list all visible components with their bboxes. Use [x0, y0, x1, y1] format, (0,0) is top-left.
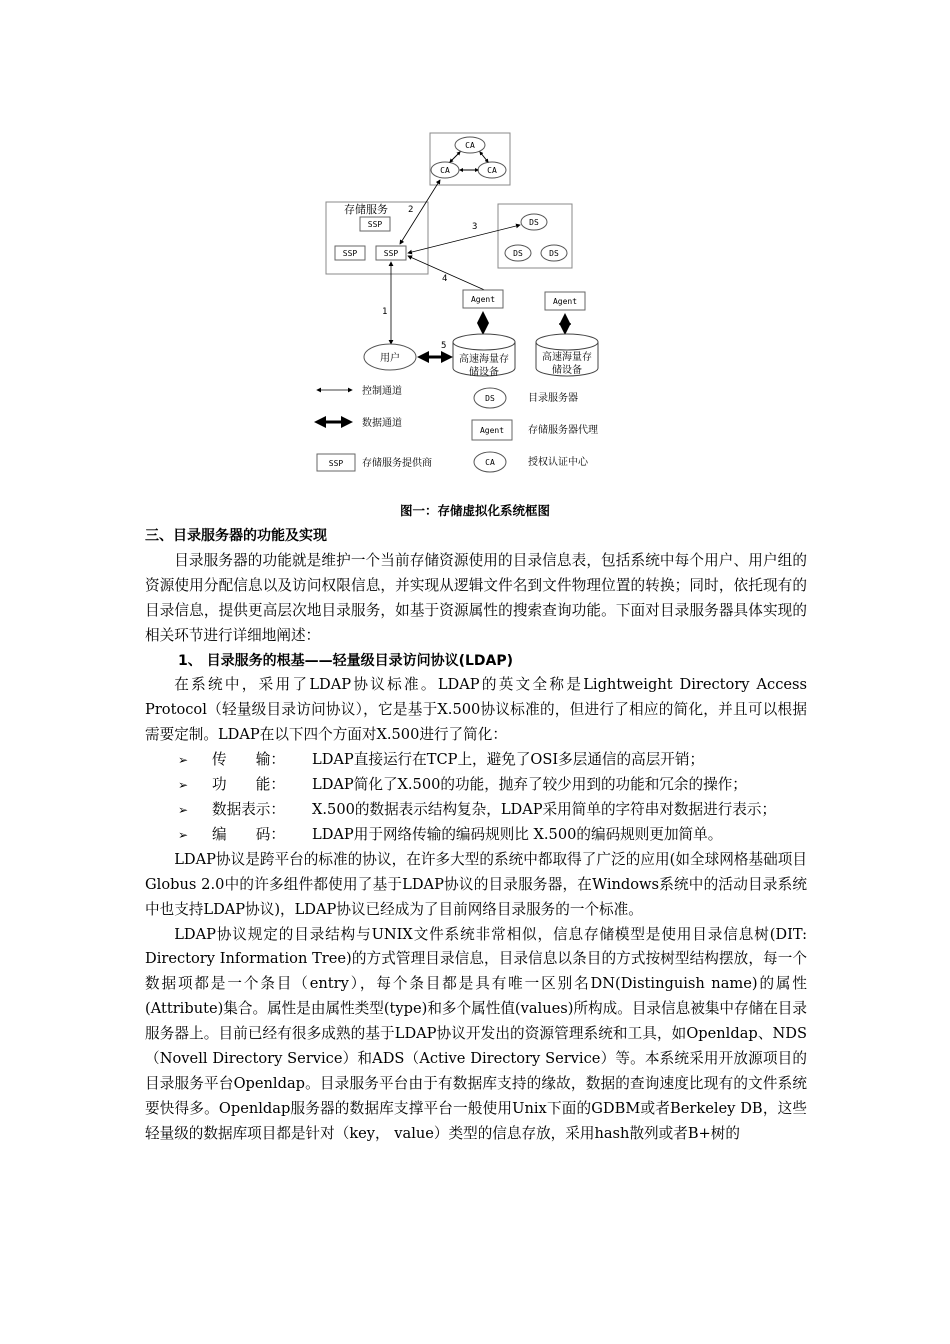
ldap-paragraph-2: LDAP协议是跨平台的标准的协议，在许多大型的系统中都取得了广泛的应用(如全球网格基础项目Globus 2.0中的许多组件都使用了基于LDAP协议的目录服务器，在Windows系统中的活动目录系统中也支持LDAP协议)，LDAP协议已经成为了目前网络目录服务的一个标准。 — [145, 850, 807, 918]
bullet-text: LDAP用于网络传输的编码规则比 X.500的编码规则更加简单。 — [312, 825, 723, 843]
legend-ssp-label: 存储服务提供商 — [362, 458, 432, 469]
bullet-arrow-icon: ➢ — [178, 753, 189, 768]
channel-1-label: 1 — [382, 307, 388, 317]
agent-label-1: Agent — [470, 295, 496, 304]
ds-label-right: DS — [549, 249, 559, 258]
storage-label-2a: 高速海量存 — [542, 352, 592, 363]
storage-label-2b: 储设备 — [552, 365, 582, 376]
ca-label-top: CA — [465, 141, 475, 150]
bullet-item — [145, 823, 807, 848]
ssp-label-right: SSP — [383, 249, 399, 258]
legend-agent-box-label: Agent — [479, 426, 505, 435]
legend-ca-ellipse-label: CA — [485, 458, 495, 467]
bullet-arrow-icon: ➢ — [178, 802, 189, 817]
ssp-label-left: SSP — [342, 249, 358, 258]
section-heading: 三、目录服务器的功能及实现 — [145, 528, 327, 544]
bullet-arrow-icon: ➢ — [178, 778, 189, 793]
storage-label-1b: 储设备 — [469, 367, 499, 378]
user-label: 用户 — [380, 353, 400, 364]
intro-paragraph: 目录服务器的功能就是维护一个当前存储资源使用的目录信息表，包括系统中每个用户、用户组的资源使用分配信息以及访问权限信息，并实现从逻辑文件名到文件物理位置的转换；同时，依托现有的目录信息，提供更高层次地目录服务，如基于资源属性的搜索查询功能。下面对目录服务器具体实现的相关环节进行详细地阐述： — [145, 551, 807, 644]
bullet-item — [145, 748, 807, 773]
bullet-text: LDAP简化了X.500的功能，抛弃了较少用到的功能和冗余的操作； — [312, 776, 747, 794]
bullet-label: 功 能： — [212, 776, 285, 794]
legend-ssp-box-label: SSP — [328, 459, 344, 468]
bullet-item — [145, 773, 807, 798]
subsection-heading: 1、 目录服务的根基——轻量级目录访问协议(LDAP) — [178, 652, 514, 669]
legend-ds-label: 目录服务器 — [528, 393, 578, 404]
agent-label-2: Agent — [552, 297, 578, 306]
bullet-text: LDAP直接运行在TCP上，避免了OSI多层通信的高层开销； — [312, 751, 705, 769]
ldap-paragraph-3: LDAP协议规定的目录结构与UNIX文件系统非常相似，信息存储模型是使用目录信息树(DIT: Directory Information Tree)的方式管理目录信息，目录信息以条目的方式按树型结构摆放，每一个数据项都是一个条目（entry），每个条目都是具有唯一区别名DN(Distinguish name)的属性(Attribute)集合。属性是由属性类型(type)和多个属性值(values)所构成。目录信息被集中存储在目录服务器上。目前已经有很多成熟的基于LDAP协议开发出的资源管理系统和工具，如Openldap、NDS（Novell Directory Service）和ADS（Active Directory Service）等。本系统采用开放源项目的目录服务平台Openldap。目录服务平台由于有数据库支持的缘故，数据的查询速度比现有的文件系统要快得多。Openldap服务器的数据库支撑平台一般使用Unix下面的GDBM或者Berkeley DB，这些轻量级的数据库项目都是针对（key， value）类型的信息存放，采用hash散列或者B+树的 — [145, 925, 807, 1142]
channel-5-label: 5 — [441, 341, 447, 351]
storage-label-1a: 高速海量存 — [459, 354, 509, 365]
ca-label-right: CA — [487, 166, 497, 175]
channel-2-label: 2 — [408, 205, 414, 215]
storage-service-label: 存储服务 — [344, 203, 388, 216]
legend-control-label: 控制通道 — [362, 386, 402, 397]
ds-label-left: DS — [513, 249, 523, 258]
figure-caption: 图一：存储虚拟化系统框图 — [399, 503, 550, 518]
legend-data-label: 数据通道 — [362, 418, 402, 429]
storage-virtualization-diagram — [300, 128, 640, 478]
bullet-label: 传 输： — [212, 751, 285, 769]
ca-label-left: CA — [440, 166, 450, 175]
ldap-paragraph-1: 在系统中，采用了LDAP协议标准。LDAP的英文全称是Lightweight Directory Access Protocol（轻量级目录访问协议），它是基于X.500协议标准的，但进行了相应的简化，并且可以根据需要定制。LDAP在以下四个方面对X.500进行了简化： — [145, 676, 807, 744]
bullet-label: 编 码： — [212, 825, 285, 843]
ds-label-top: DS — [529, 218, 539, 227]
legend-ds-ellipse-label: DS — [485, 394, 495, 403]
bullet-text: X.500的数据表示结构复杂，LDAP采用简单的字符串对数据进行表示； — [312, 800, 777, 818]
control-channel-3 — [408, 225, 520, 253]
channel-3-label: 3 — [472, 222, 478, 232]
bullet-item — [145, 798, 807, 823]
bullet-arrow-icon: ➢ — [178, 827, 189, 842]
bullet-label: 数据表示： — [212, 800, 285, 818]
channel-4-label: 4 — [442, 274, 448, 284]
control-channel-2 — [400, 180, 440, 244]
legend-agent-label: 存储服务器代理 — [528, 425, 598, 436]
legend-ca-label: 授权认证中心 — [528, 457, 588, 468]
document-body — [145, 524, 807, 1147]
ssp-label-top: SSP — [367, 220, 383, 229]
